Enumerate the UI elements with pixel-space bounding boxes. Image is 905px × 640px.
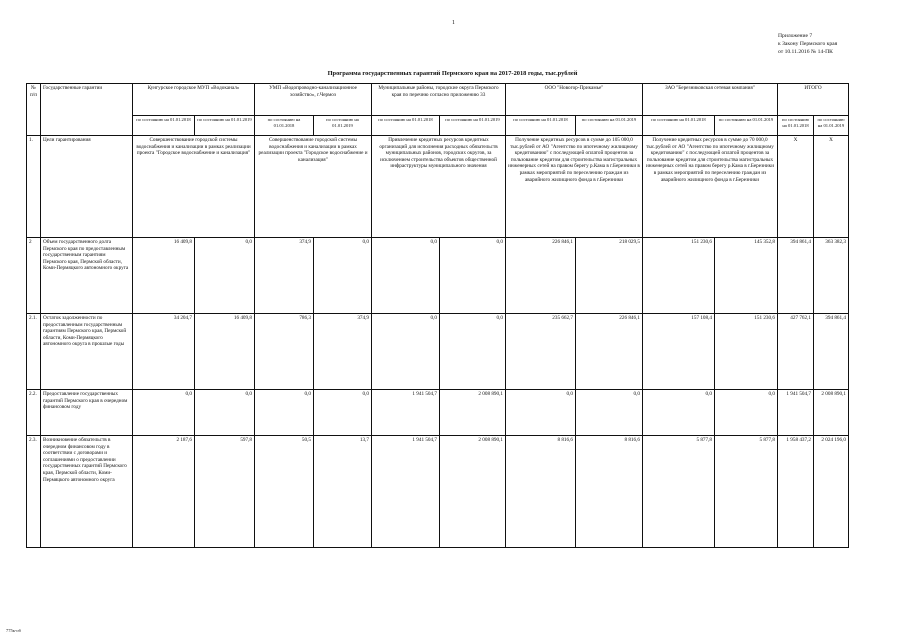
value-cell: 8 816,6 [506, 436, 576, 548]
subheader-date: по состоянию на 01.01.2019 [814, 116, 849, 136]
value-cell: 34 204,7 [133, 314, 195, 390]
subheader-date: по состоянию на 01.01.2019 [576, 116, 643, 136]
value-cell: 0,0 [440, 238, 506, 314]
appendix-line-2: к Закону Пермского края [778, 41, 838, 47]
table-row [27, 390, 849, 436]
value-cell: 16 409,8 [133, 238, 195, 314]
document-title: Программа государственных гарантий Пермского края на 2017-2018 годы, тыс.рублей [327, 70, 578, 77]
value-cell: 2 008 890,1 [814, 390, 849, 436]
row-name: Остаток задолженности по предоставленным государственным гарантиям Пермского края, Пермской области, Коми-Пермяцкого автономного округа в прошлые годы [41, 314, 133, 390]
value-cell: 0,0 [440, 314, 506, 390]
purpose-municipal: Привлечение кредитных ресурсов кредитных организаций для исполнения расходных обязательств муниципальных районов, городских округов, за исключением строительства объектов общественной инфраструктуры муниципального значения [372, 136, 506, 238]
value-cell: 5 877,8 [643, 436, 715, 548]
row-name: Цели гарантирования [41, 136, 133, 238]
value-cell: 394 861,4 [778, 238, 814, 314]
appendix-line-3: от 10.11.2016 № 14-ПК [778, 49, 833, 55]
subheader-date: по состоянию на 01.01.2019 [195, 116, 255, 136]
value-cell: 13,7 [314, 436, 372, 548]
value-cell: 0,0 [372, 314, 440, 390]
value-cell: 50,5 [255, 436, 314, 548]
subheader-date: по состоянию на 01.01.2019 [314, 116, 372, 136]
subheader-date: по состоянию на 01.01.2018 [133, 116, 195, 136]
appendix-note [778, 32, 837, 56]
table-row [27, 436, 849, 548]
value-cell: 218 029,5 [576, 238, 643, 314]
value-cell: 0,0 [643, 390, 715, 436]
value-cell: 0,0 [715, 390, 778, 436]
row-name: Возникновение обязательств в очередном финансовом году в соответствии с договорами и соглашениями о предоставлении государственных гарантий Пермского края, Пермской области, Коми-Пермяцкого автономного округа [41, 436, 133, 548]
value-cell: 0,0 [255, 390, 314, 436]
subheader-date: по состоянию на 01.01.2018 [778, 116, 814, 136]
subheader-date: по состоянию на 01.01.2019 [440, 116, 506, 136]
value-cell: 151 230,6 [715, 314, 778, 390]
table-row [27, 136, 849, 238]
header-org-chermoz: УМП «Водопроводно-канализационное хозяйство», г.Чермоз [255, 84, 372, 116]
value-cell: 374,9 [255, 238, 314, 314]
value-cell: 16 409,8 [195, 314, 255, 390]
purpose-chermoz: Совершенствование городской системы водоснабжения и канализации в рамках реализации проекта "Городское водоснабжение и канализация" [255, 136, 372, 238]
page-number: 1 [452, 20, 455, 26]
value-cell: 0,0 [195, 390, 255, 436]
table-row [27, 314, 849, 390]
value-cell: 427 762,1 [778, 314, 814, 390]
value-cell: 226 846,1 [576, 314, 643, 390]
value-cell: 0,0 [314, 238, 372, 314]
table-row [27, 238, 849, 314]
header-num: № п/п [27, 84, 41, 136]
purpose-kungur: Совершенствование городской системы водоснабжения и канализации в рамках реализации проекта "Городское водоснабжение и канализация" [133, 136, 255, 238]
subheader-date: по состоянию на 01.01.2019 [715, 116, 778, 136]
header-org-novogor: ООО "Новогор-Прикамье" [506, 84, 643, 116]
value-cell: 2 187,6 [133, 436, 195, 548]
subheader-date: по состоянию на 01.01.2018 [255, 116, 314, 136]
value-cell: 1 941 504,7 [372, 436, 440, 548]
value-cell: 597,8 [195, 436, 255, 548]
value-cell: 2 008 890,1 [440, 390, 506, 436]
row-name: Предоставление государственных гарантий Пермского края в очередном финансовом году [41, 390, 133, 436]
value-cell: 5 877,8 [715, 436, 778, 548]
value-cell: 1 958 437,2 [778, 436, 814, 548]
value-cell: 0,0 [195, 238, 255, 314]
header-org-municipal: Муниципальные районы, городские округа Пермского края по перечню согласно приложению 33 [372, 84, 506, 116]
value-cell: 0,0 [576, 390, 643, 436]
row-num: 2.1. [27, 314, 41, 390]
row-num: 1. [27, 136, 41, 238]
total-mark: X [778, 136, 814, 238]
value-cell: 374,9 [314, 314, 372, 390]
row-name: Объем государственного долга Пермского края по предоставленным государственным гарантиям Пермского края, Пермской области, Коми-Пермяцкого автономного округа [41, 238, 133, 314]
value-cell: 0,0 [506, 390, 576, 436]
value-cell: 786,3 [255, 314, 314, 390]
subheader-date: по состоянию на 01.01.2018 [506, 116, 576, 136]
value-cell: 226 846,1 [506, 238, 576, 314]
value-cell: 157 108,4 [643, 314, 715, 390]
header-guarantees: Государственные гарантии [41, 84, 133, 136]
value-cell: 145 352,8 [715, 238, 778, 314]
purpose-novogor: Получение кредитных ресурсов в сумме до 105 000,0 тыс.рублей от АО "Агентство по ипотечному жилищному кредитованию" с последующей оплатой процентов за пользование кредитом для строительства магистральных инженерных сетей на правом берегу р.Кама в г.Березники в рамках мероприятий по переселению граждан из аварийного жилищного фонда в г.Березники [506, 136, 643, 238]
header-org-kungur: Кунгурское городское МУП «Водоканал» [133, 84, 255, 116]
value-cell: 151 230,6 [643, 238, 715, 314]
value-cell: 2 008 890,1 [440, 436, 506, 548]
guarantees-table [26, 83, 849, 548]
total-mark: X [814, 136, 849, 238]
header-org-berezniki: ЗАО "Березниковская сетевая компания" [643, 84, 778, 116]
value-cell: 1 941 504,7 [778, 390, 814, 436]
value-cell: 2 024 196,0 [814, 436, 849, 548]
value-cell: 0,0 [133, 390, 195, 436]
value-cell: 235 662,7 [506, 314, 576, 390]
value-cell: 0,0 [372, 238, 440, 314]
row-num: 2 [27, 238, 41, 314]
purpose-berezniki: Получение кредитных ресурсов в сумме до 70 000,0 тыс.рублей от АО "Агентство по ипотечному жилищному кредитованию" с последующей оплатой процентов за пользование кредитом для строительства магистральных инженерных сетей на правом берегу р.Кама в г.Березники в рамках мероприятий по переселению граждан из аварийного жилищного фонда в г.Березники [643, 136, 778, 238]
row-num: 2.2. [27, 390, 41, 436]
subheader-date: по состоянию на 01.01.2018 [372, 116, 440, 136]
value-cell: 363 382,3 [814, 238, 849, 314]
value-cell: 8 816,6 [576, 436, 643, 548]
appendix-line-1: Приложение 7 [778, 33, 813, 39]
value-cell: 394 861,4 [814, 314, 849, 390]
footer-code: 775к-об [6, 628, 21, 633]
value-cell: 1 941 504,7 [372, 390, 440, 436]
header-total: ИТОГО [778, 84, 849, 116]
row-num: 2.3. [27, 436, 41, 548]
subheader-date: по состоянию на 01.01.2018 [643, 116, 715, 136]
value-cell: 0,0 [314, 390, 372, 436]
